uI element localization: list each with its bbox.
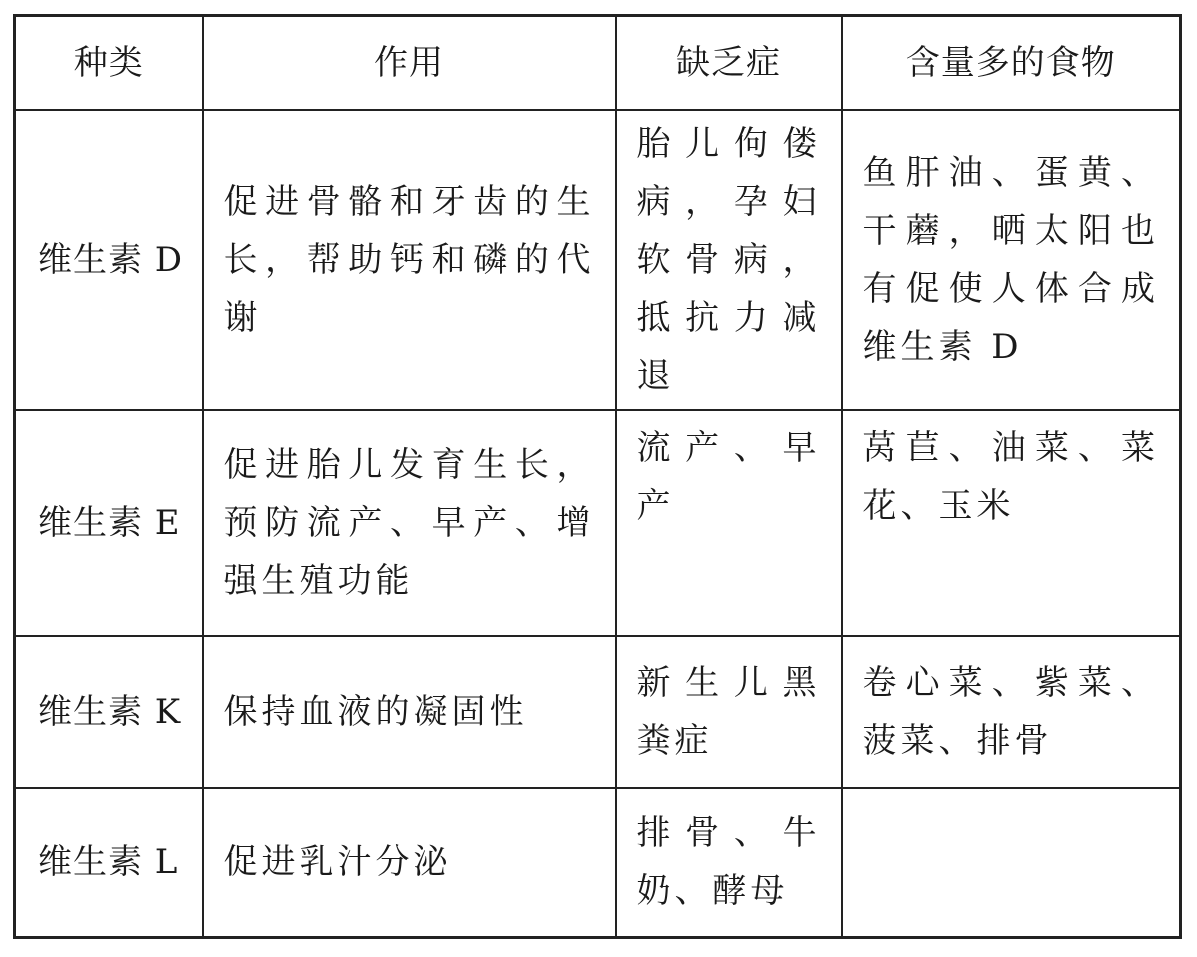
cell-foods: 鱼肝油、蛋黄、干蘑，晒太阳也有促使人体合成维生素 D (842, 110, 1181, 410)
cell-foods (842, 788, 1181, 938)
header-type: 种类 (15, 16, 203, 110)
header-deficiency: 缺乏症 (616, 16, 842, 110)
cell-type: 维生素 L (15, 788, 203, 938)
table-row (15, 788, 1181, 938)
vitamin-table (13, 14, 1182, 939)
cell-type: 维生素 E (15, 410, 203, 636)
table-row (15, 410, 1181, 636)
cell-function: 促进乳汁分泌 (203, 788, 616, 938)
cell-type: 维生素 D (15, 110, 203, 410)
table-row (15, 636, 1181, 788)
cell-foods: 卷心菜、紫菜、菠菜、排骨 (842, 636, 1181, 788)
cell-function: 保持血液的凝固性 (203, 636, 616, 788)
cell-foods: 莴苣、油菜、菜花、玉米 (842, 410, 1181, 636)
header-foods: 含量多的食物 (842, 16, 1181, 110)
cell-deficiency: 胎儿佝偻病，孕妇软骨病，抵抗力减退 (616, 110, 842, 410)
cell-deficiency: 新生儿黑粪症 (616, 636, 842, 788)
cell-deficiency: 排骨、牛奶、酵母 (616, 788, 842, 938)
cell-type: 维生素 K (15, 636, 203, 788)
cell-function: 促进胎儿发育生长，预防流产、早产、增强生殖功能 (203, 410, 616, 636)
cell-deficiency: 流产、早产 (616, 410, 842, 636)
table-row (15, 110, 1181, 410)
table-header-row (15, 16, 1181, 110)
cell-function: 促进骨骼和牙齿的生长，帮助钙和磷的代谢 (203, 110, 616, 410)
header-function: 作用 (203, 16, 616, 110)
